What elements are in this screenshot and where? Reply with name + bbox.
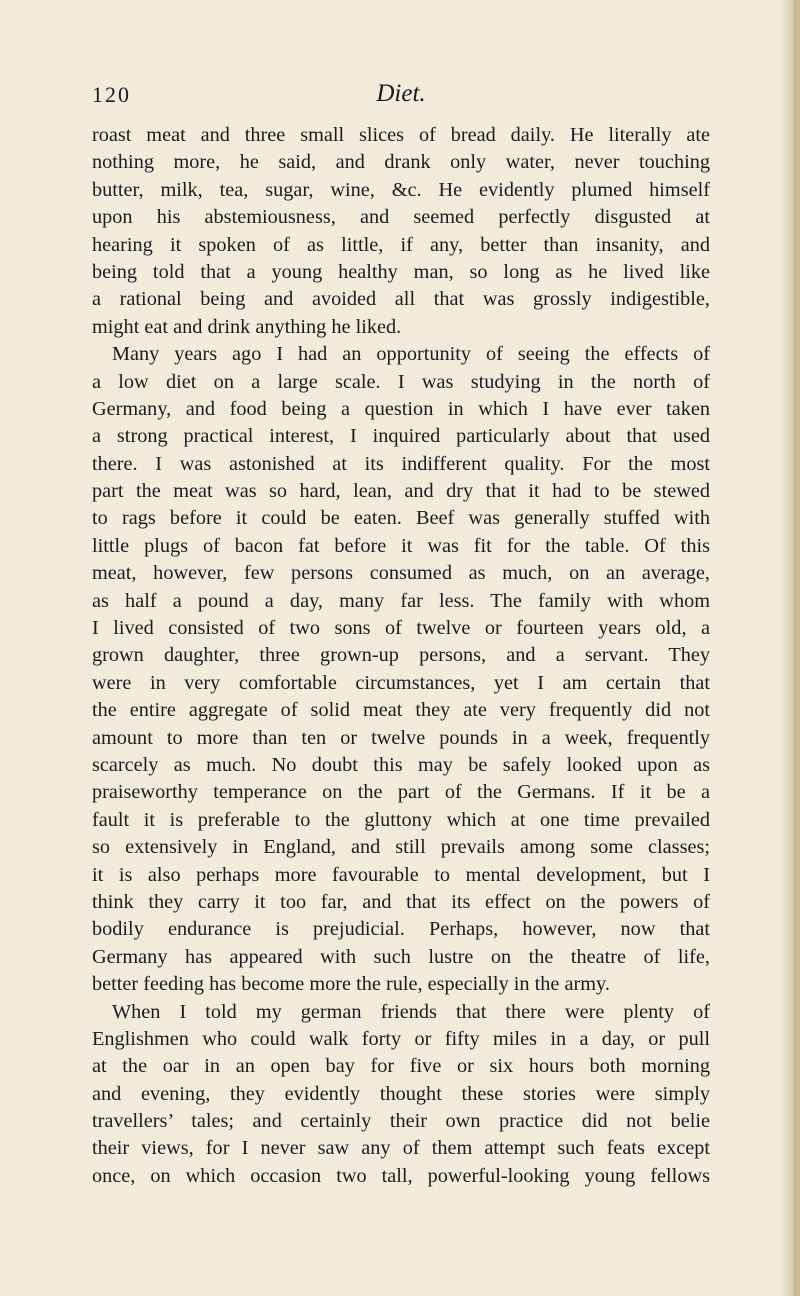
text-line: nothing more, he said, and drank only water, never touching: [92, 151, 710, 174]
text-line: little plugs of bacon fat before it was fit for the table. Of this: [92, 534, 710, 557]
text-line: to rags before it could be eaten. Beef was generally stuffed with: [92, 507, 710, 530]
text-line: their views, for I never saw any of them attempt such feats except: [92, 1137, 710, 1160]
text-line: there. I was astonished at its indifferent quality. For the most: [92, 452, 710, 475]
text-line: roast meat and three small slices of bread daily. He literally ate: [92, 124, 710, 146]
paragraph-3: [92, 999, 710, 1191]
text-line: upon his abstemiousness, and seemed perfectly disgusted at: [92, 206, 710, 229]
running-head: [92, 80, 710, 112]
text-line: a low diet on a large scale. I was studying in the north of: [92, 370, 710, 393]
text-line: bodily endurance is prejudicial. Perhaps, however, now that: [92, 918, 710, 941]
body-text: [92, 122, 710, 1190]
text-line: so extensively in England, and still prevails among some classes;: [92, 836, 710, 859]
text-line: part the meat was so hard, lean, and dry that it had to be stewed: [92, 480, 710, 503]
text-line: being told that a young healthy man, so long as he lived like: [92, 260, 710, 283]
text-line: I lived consisted of two sons of twelve or fourteen years old, a: [92, 617, 710, 640]
text-line: Englishmen who could walk forty or fifty miles in a day, or pull: [92, 1027, 710, 1050]
running-title: Diet.: [376, 80, 426, 107]
text-line: Many years ago I had an opportunity of seeing the effects of: [112, 343, 710, 366]
page-edge: [782, 0, 800, 1296]
text-line: at the oar in an open bay for five or six hours both morning: [92, 1055, 710, 1078]
text-line: better feeding has become more the rule, especially in the army.: [92, 973, 610, 996]
text-line: hearing it spoken of as little, if any, better than insanity, and: [92, 233, 710, 256]
text-line: it is also perhaps more favourable to mental development, but I: [92, 863, 710, 886]
text-line: once, on which occasion two tall, powerful-looking young fellows: [92, 1164, 710, 1187]
text-line: travellers’ tales; and certainly their own practice did not belie: [92, 1110, 710, 1133]
text-line: meat, however, few persons consumed as much, on an average,: [92, 562, 710, 585]
text-line: butter, milk, tea, sugar, wine, &c. He evidently plumed himself: [92, 178, 710, 201]
text-line: and evening, they evidently thought these stories were simply: [92, 1082, 710, 1105]
text-line: Germany has appeared with such lustre on the theatre of life,: [92, 945, 710, 968]
text-line: think they carry it too far, and that its effect on the powers of: [92, 890, 710, 913]
text-line: grown daughter, three grown-up persons, and a servant. They: [92, 644, 710, 667]
text-line: might eat and drink anything he liked.: [92, 315, 402, 338]
text-line: a strong practical interest, I inquired particularly about that used: [92, 425, 710, 448]
paragraph-2: [92, 341, 710, 998]
text-line: praiseworthy temperance on the part of the Germans. If it be a: [92, 781, 710, 804]
text-line: were in very comfortable circumstances, yet I am certain that: [92, 671, 710, 694]
text-line: scarcely as much. No doubt this may be safely looked upon as: [92, 753, 710, 776]
text-line: Germany, and food being a question in which I have ever taken: [92, 397, 710, 420]
text-line: amount to more than ten or twelve pounds in a week, frequently: [92, 726, 710, 749]
text-line: When I told my german friends that there were plenty of: [112, 1000, 710, 1023]
paragraph-1: [92, 122, 710, 341]
page-edge-line: [794, 0, 796, 1296]
text-line: as half a pound a day, many far less. The family with whom: [92, 589, 710, 612]
text-line: the entire aggregate of solid meat they ate very frequently did not: [92, 699, 710, 722]
page-number: 120: [92, 82, 131, 107]
text-line: fault it is preferable to the gluttony which at one time prevailed: [92, 808, 710, 831]
text-line: a rational being and avoided all that was grossly indigestible,: [92, 288, 710, 311]
